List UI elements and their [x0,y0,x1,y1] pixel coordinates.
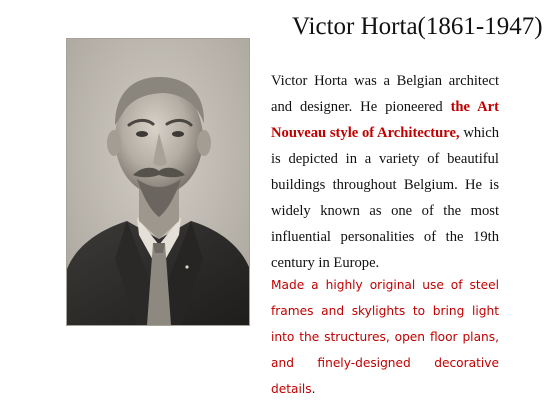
bio-highlight: the Art Nouveau style of Architecture, [271,99,499,141]
portrait-illustration [67,39,249,325]
biography-paragraph [271,68,499,276]
portrait-photo [66,38,250,326]
achievements-period: . [311,382,316,396]
achievements-paragraph [271,272,499,402]
slide-title: Victor Horta(1861-1947) [292,13,543,40]
bio-text-end: which is depicted in a variety of beautiful buildings throughout Belgium. He is widely known as one of the most influential personalities of the 19th century in Europe. [271,125,499,271]
bio-text-start: Victor Horta was a Belgian architect and designer. He pioneered [271,73,499,115]
achievements-text: Made a highly original use of steel frames and skylights to bring light into the structures, open floor plans, and finely-designed decorative details [271,278,499,396]
